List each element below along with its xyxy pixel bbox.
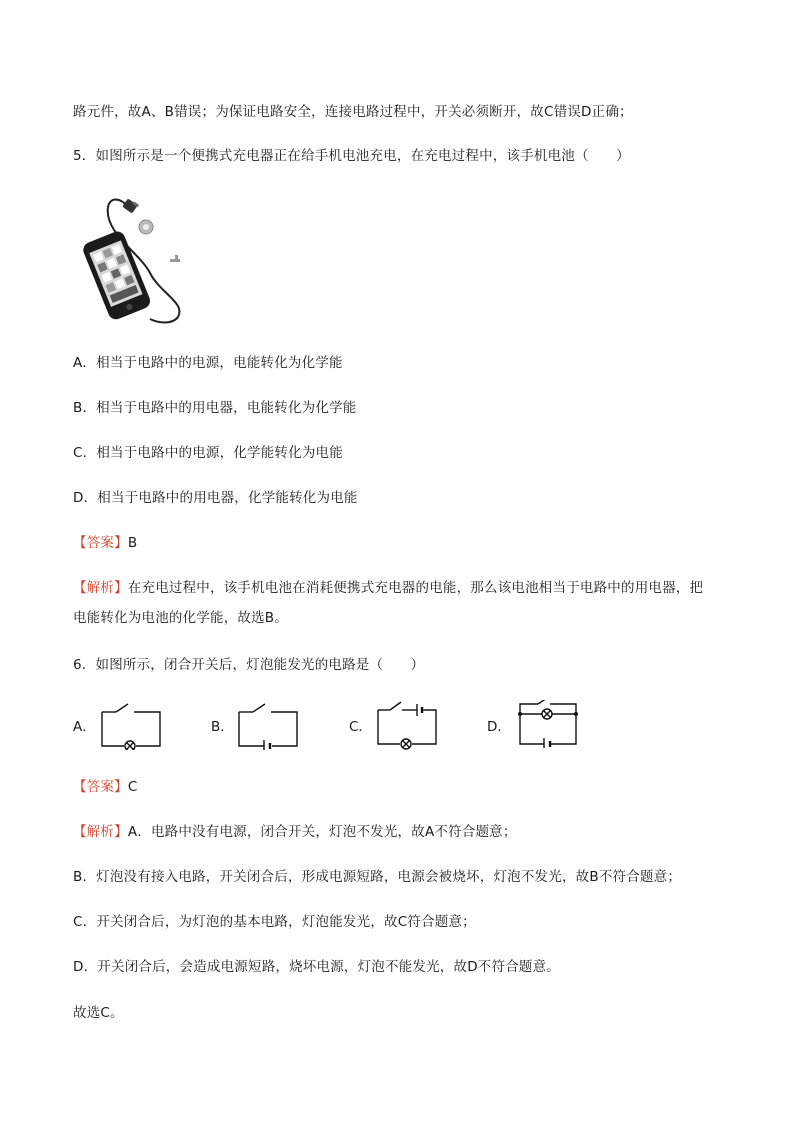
answer-tag: 【答案】 [73,535,128,551]
answer-6 [73,778,137,796]
question-5: 5．如图所示是一个便携式充电器正在给手机电池充电，在充电过程中，该手机电池（ ） [73,148,630,164]
circuit-b-diagram [237,702,301,750]
circuit-d-diagram [514,700,582,748]
option-5d: D．相当于电路中的用电器，化学能转化为电能 [73,490,358,506]
circuit-option-b-label: B． [211,719,234,735]
option-5c: C．相当于电路中的电源，化学能转化为电能 [73,445,343,461]
circuit-c-diagram [376,700,440,750]
explanation-6-line-2: B．灯泡没有接入电路，开关闭合后，形成电源短路，电源会被烧坏，灯泡不发光，故B不符合题意； [73,869,682,885]
option-5b: B．相当于电路中的用电器，电能转化为化学能 [73,400,357,416]
explanation-6-line-1 [73,823,517,841]
answer-tag: 【答案】 [73,779,128,795]
explanation-6-conclusion: 故选C。 [73,1005,124,1021]
question-6: 6．如图所示，闭合开关后，灯泡能发光的电路是（ ） [73,657,425,673]
explanation-5-line-2: 电能转化为电池的化学能，故选B。 [73,610,288,626]
explanation-6-line-4: D．开关闭合后，会造成电源短路，烧坏电源，灯泡不能发光，故D不符合题意。 [73,959,560,975]
circuit-option-d-label: D． [487,719,511,735]
text-line: 路元件，故A、B错误；为保证电路安全，连接电路过程中，开关必须断开，故C错误D正确； [73,104,633,120]
explanation-text: 在充电过程中，该手机电池在消耗便携式充电器的电能，那么该电池相当于电路中的用电器，把 [127,580,704,596]
circuit-option-a-label: A． [73,719,96,735]
phone-charger-image [80,193,188,329]
answer-value: C [127,779,138,795]
explanation-5-line-1 [73,579,703,597]
explanation-tag: 【解析】 [73,580,128,596]
circuit-a-diagram [100,702,164,750]
answer-5 [73,534,137,552]
explanation-tag: 【解析】 [73,824,128,840]
circuit-option-c-label: C． [349,719,372,735]
option-5a: A．相当于电路中的电源，电能转化为化学能 [73,355,343,371]
answer-value: B [127,535,138,551]
explanation-text: A．电路中没有电源，闭合开关，灯泡不发光，故A不符合题意； [127,824,517,840]
explanation-6-line-3: C．开关闭合后，为灯泡的基本电路，灯泡能发光，故C符合题意； [73,914,476,930]
